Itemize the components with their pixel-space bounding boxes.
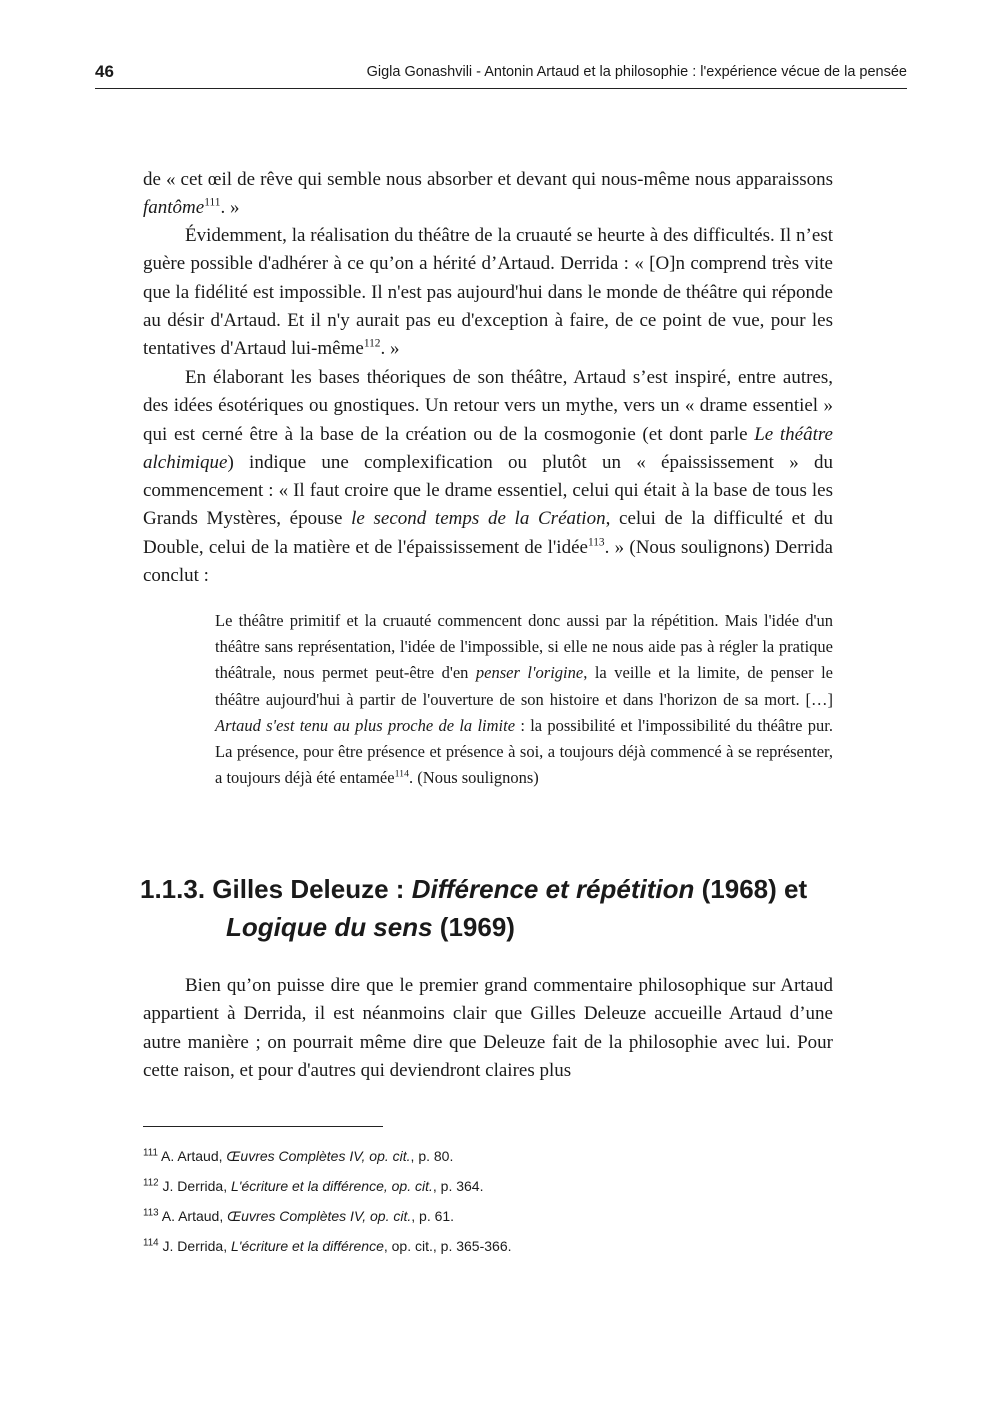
footnote-ref: 113 [587, 536, 605, 549]
footnote-rest: , p. 364. [432, 1178, 484, 1194]
quote-text: : la possibilité et l'impossibilité du théâtre pur. La présence, pour être présence et présence à soi, a toujours déjà commencé à se représenter, a toujours déjà été entamée [215, 715, 833, 788]
paragraph-text: Évidemment, la réalisation du théâtre de la cruauté se heurte à des difficultés. Il n’est guère possible d'adhérer à ce qu’on a hérité d’Artaud. Derrida : « [O]n comprend très vite que la fidélité est impossible. Il n'est pas aujourd'hui dans le monde de théâtre qui réponde au désir d'Artaud. Et il n'y aurait pas eu d'exception à faire, de ce point de vue, pour les tentatives d'Artaud lui-même [143, 225, 833, 360]
footnote-number: 112 [143, 1177, 159, 1189]
footnote-ref: 112 [363, 337, 381, 350]
paragraph-text: . » (Nous soulignons) Derrida conclut : [143, 536, 833, 587]
footnote-number: 111 [143, 1147, 158, 1159]
footnote-number: 113 [143, 1207, 159, 1219]
heading-text: (1968) et [694, 874, 808, 904]
paragraph-text: . » [220, 197, 240, 219]
heading-italic: Logique du sens [226, 912, 433, 942]
running-title: Gigla Gonashvili - Antonin Artaud et la philosophie : l'expérience vécue de la pensée [366, 64, 907, 80]
quote-text: , la veille et la limite, de penser le théâtre aujourd'hui à partir de l'ouverture de son histoire et dans l'horizon de sa mort. […] [215, 663, 833, 709]
paragraph-text: En élaborant les bases théoriques de son théâtre, Artaud s’est inspiré, entre autres, des idées ésotériques ou gnostiques. Un retour vers un mythe, vers un « drame essentiel » qui est cerné être à la base de la création ou de la cosmogonie (et dont parle [143, 367, 833, 445]
footnote-ref: 114 [394, 768, 410, 780]
footnote-author: J. Derrida, [162, 1238, 231, 1254]
paragraph-2 [143, 222, 833, 363]
heading-text: (1969) [432, 912, 515, 942]
footnote-title: Œuvres Complètes IV, op. cit. [226, 1148, 411, 1164]
paragraph-4: Bien qu’on puisse dire que le premier grand commentaire philosophique sur Artaud appartient à Derrida, il est néanmoins clair que Gilles Deleuze accueille Artaud d’une autre manière ; on pourrait même dire que Deleuze fait de la philosophie avec lui. Pour cette raison, et pour d'autres qui deviendront claires plus [143, 975, 833, 1081]
footnote-item [143, 1174, 843, 1204]
page-header [95, 60, 907, 89]
italic-text: fantôme [143, 197, 205, 219]
footnote-number: 114 [143, 1237, 159, 1249]
paragraph-1 [143, 166, 833, 223]
footnote-title: Œuvres Complètes IV, op. cit. [227, 1208, 412, 1224]
footnote-title: L'écriture et la différence, op. cit. [230, 1178, 433, 1194]
italic-text: penser l'origine [475, 663, 584, 683]
footnote-separator [143, 1126, 383, 1127]
paragraph-text: ) indique une complexification ou plutôt un « épaississement » du commencement : « Il faut croire que le drame essentiel, celui qui était à la base de tous les Grands Mystères, épouse [143, 451, 833, 530]
footnote-author: A. Artaud, [161, 1208, 228, 1224]
footnote-item [143, 1144, 843, 1174]
paragraph-text: , celui de la difficulté et du Double, celui de la matière et de l'épaississement de l'idée [143, 508, 833, 558]
italic-text: Le théâtre alchimique [143, 423, 833, 473]
paragraph-text: . » [380, 338, 400, 360]
footnotes [143, 1144, 843, 1264]
footnote-item [143, 1234, 843, 1264]
block-quote [215, 608, 833, 791]
footnote-author: J. Derrida, [162, 1178, 231, 1194]
page-number: 46 [95, 62, 114, 81]
footnote-rest: , op. cit., p. 365-366. [383, 1238, 512, 1254]
heading-text: 1.1.3. Gilles Deleuze : [140, 874, 412, 904]
footnote-item [143, 1204, 843, 1234]
footnote-author: A. Artaud, [161, 1148, 227, 1164]
italic-text: le second temps de la Création [351, 508, 606, 530]
heading-italic: Différence et répétition [411, 874, 695, 904]
paragraph-text: de « cet œil de rêve qui semble nous absorber et devant qui nous-même nous apparaissons [143, 169, 833, 190]
paragraph-3 [143, 364, 833, 590]
footnote-rest: , p. 80. [410, 1148, 454, 1164]
section-heading [140, 870, 860, 946]
footnote-ref: 111 [204, 196, 221, 209]
heading-line-2 [140, 908, 860, 946]
italic-text: Artaud s'est tenu au plus proche de la limite [215, 715, 516, 735]
footnote-rest: , p. 61. [411, 1208, 455, 1224]
quote-text: Le théâtre primitif et la cruauté commencent donc aussi par la répétition. Mais l'idée d'un théâtre sans représentation, l'idée de l'impossible, si elle ne nous aide pas à régler la pratique théâtrale, nous permet peut-être d'en [215, 611, 833, 683]
quote-text: . (Nous soulignons) [409, 768, 539, 788]
footnote-title: L'écriture et la différence [230, 1238, 384, 1254]
